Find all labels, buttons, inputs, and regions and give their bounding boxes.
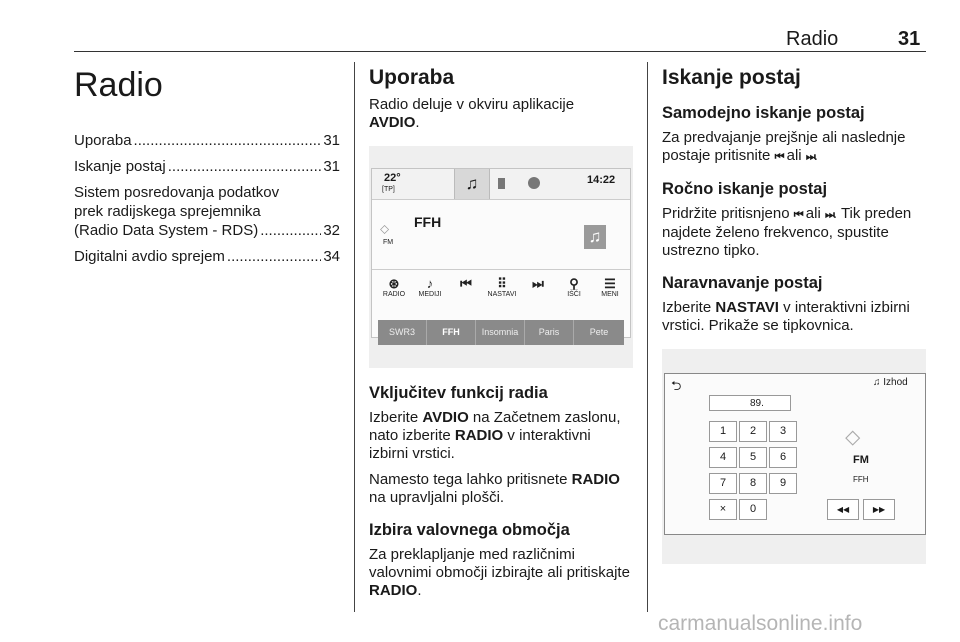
activate-paragraph-1: Izberite AVDIO na Začetnem zaslonu, nato izberite RADIO v interaktivni izbirni vrstici. [369,409,621,462]
column-1 [74,62,340,273]
watermark: carmanualsonline.info [658,612,863,635]
key-4[interactable]: 4 [709,447,737,468]
tune-paragraph: Izberite NASTAVI v interaktivni izbirni vrstici. Prikaže se tipkovnica. [662,299,910,334]
activate-paragraph-2: Namesto tega lahko pritisnete RADIO na upravljalni plošči. [369,471,620,506]
clock: 14:22 [587,174,616,186]
section-heading-search: Iskanje postaj [662,66,801,89]
exit-button[interactable]: ♫ Izhod [873,377,908,388]
seek-forward-icon: ⏭ [805,151,814,163]
page-number: 31 [898,28,921,50]
page-header-title: Radio [786,28,839,50]
fm-signal-icon: ⬦ [845,424,861,449]
seek-back-button[interactable]: ⏮ [460,276,472,291]
chapter-title: Radio [74,66,163,104]
column-divider-2 [647,62,648,612]
preset-button[interactable]: SWR3 [378,320,427,345]
table-of-contents [74,131,340,266]
keypad-screen-figure [662,349,926,564]
preset-button[interactable]: Insomnia [476,320,525,345]
preset-button-active[interactable]: FFH [427,320,476,345]
column-2 [369,62,633,608]
key-8[interactable]: 8 [739,473,767,494]
key-7[interactable]: 7 [709,473,737,494]
seek-back-icon: ⏮ [793,209,802,221]
nav-icon[interactable] [528,177,540,189]
station-name: FFH [414,214,442,230]
toc-entry[interactable]: Digitalni avdio sprejem ..... 34 [74,247,340,266]
key-2[interactable]: 2 [739,421,767,442]
section-heading-activate: Vključitev funkcij radia [369,384,548,402]
radio-screen-figure [369,146,633,368]
intro-paragraph: Radio deluje v okviru aplikacije AVDIO. [369,96,575,131]
toc-entry[interactable]: Uporaba ..... 31 [74,131,340,150]
toc-entry[interactable]: Iskanje postaj ..... 31 [74,157,340,176]
preset-button[interactable]: Paris [525,320,574,345]
seek-back-icon: ⏮ [774,151,783,163]
band-label: FM [383,239,394,246]
key-3[interactable]: 3 [769,421,797,442]
key-1[interactable]: 1 [709,421,737,442]
column-3 [662,62,928,564]
section-heading-manual: Ročno iskanje postaj [662,180,828,198]
key-delete[interactable]: × [709,499,737,520]
column-divider-1 [354,62,355,612]
auto-search-paragraph: Za predvajanje prejšnje ali naslednje postaje pritisnite ⏮ ali ⏭. [662,129,906,164]
section-heading-auto: Samodejno iskanje postaj [662,104,865,122]
status-bar [372,169,630,200]
seek-forward-icon: ⏭ [824,209,833,221]
search-button[interactable]: ⚲ IŠČI [567,276,581,298]
band-label: FM [853,454,869,466]
music-note-icon: ♫ [873,377,881,388]
station-name: FFH [853,475,869,484]
manual-search-paragraph: Pridržite pritisnjeno ⏮ ali ⏭. Tik preden najdete želeno frekvenco, spustite ustrezno tipko. [662,205,912,259]
key-0[interactable]: 0 [739,499,767,520]
band-paragraph: Za preklapljanje med različnimi valovnimi območji izbirajte ali pritiskajte RADIO. [369,546,630,599]
key-5[interactable]: 5 [739,447,767,468]
radio-button[interactable]: ⊛ RADIO [382,276,406,298]
section-heading-tune: Naravnavanje postaj [662,274,823,292]
frequency-input[interactable]: 89. [709,395,791,411]
tp-indicator: [TP] [382,186,395,193]
music-note-icon[interactable]: ♫ [454,169,490,199]
fm-signal-icon: ⬦ [380,221,390,236]
header-rule [74,51,926,52]
preset-button[interactable]: Pete [574,320,624,345]
tune-button[interactable]: ⠿ NASTAVI [487,276,517,298]
toc-entry[interactable]: Sistem posredovanja podatkov prek radijskega sprejemnika (Radio Data System - RDS) ..... 32 [74,183,340,240]
section-heading-band: Izbira valovnega območja [369,521,570,539]
temperature: 22° [384,172,401,184]
media-button[interactable]: ♪ MEDIJI [418,276,442,298]
back-icon[interactable]: ⮌ [671,378,682,393]
key-6[interactable]: 6 [769,447,797,468]
seek-forward-button[interactable]: ▶▶ [863,499,895,520]
key-9[interactable]: 9 [769,473,797,494]
album-art-icon: ♫ [584,225,606,249]
menu-button[interactable]: ☰ MENI [601,276,619,298]
seek-back-button[interactable]: ◀◀ [827,499,859,520]
seek-forward-button[interactable]: ⏭ [532,276,544,291]
section-heading-uporaba: Uporaba [369,66,455,89]
phone-icon[interactable] [498,178,505,189]
